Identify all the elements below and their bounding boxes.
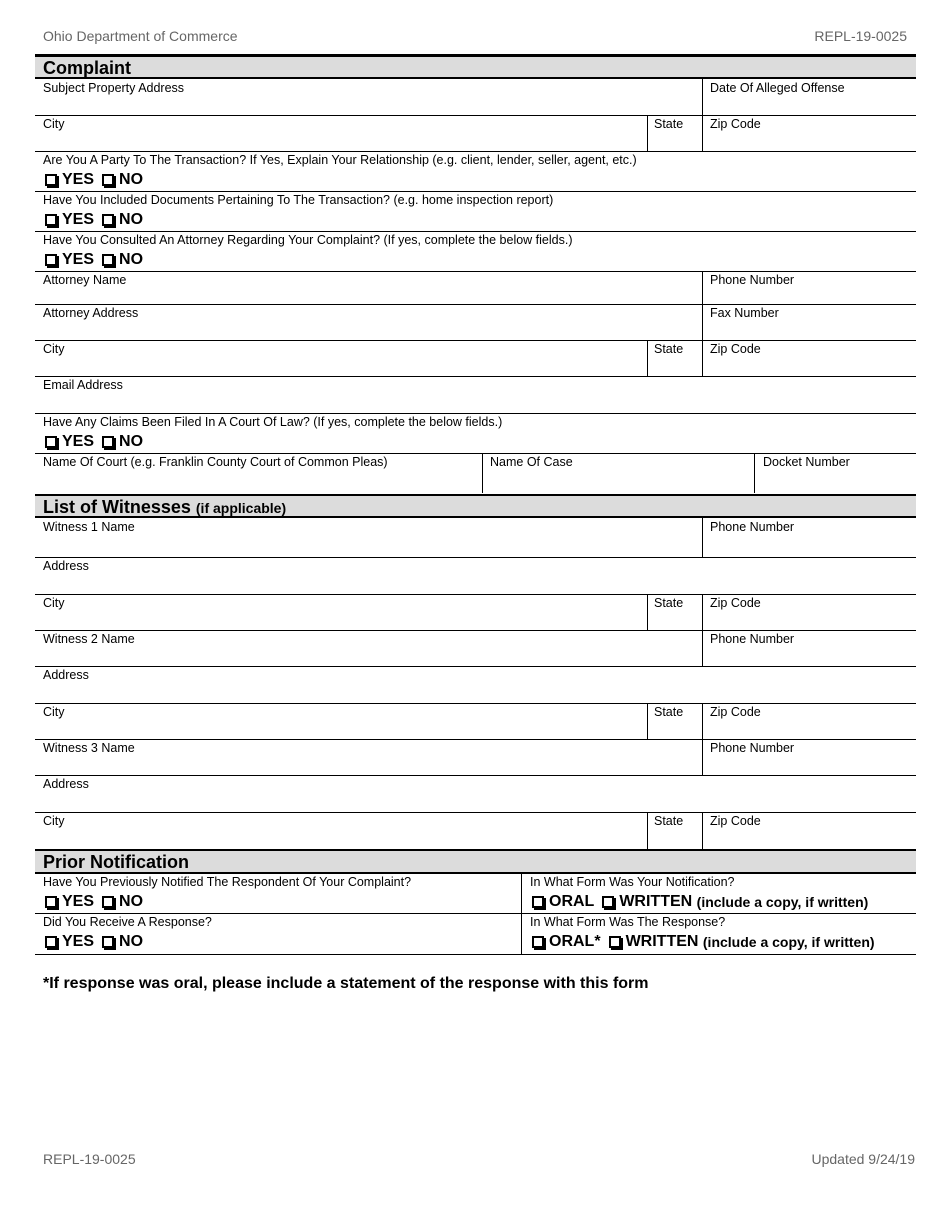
- question-notified: Have You Previously Notified The Respondent Of Your Complaint?: [43, 875, 412, 889]
- no-label: NO: [119, 211, 144, 228]
- oral-response-note: *If response was oral, please include a statement of the response with this form: [43, 975, 649, 992]
- attorney-zip-field[interactable]: Zip Code: [710, 342, 761, 356]
- notification-form-options: [532, 893, 868, 911]
- name-of-case-field[interactable]: Name Of Case: [490, 455, 573, 469]
- divider: [647, 703, 648, 739]
- witness2-name-field[interactable]: Witness 2 Name: [43, 632, 135, 646]
- row-divider: [35, 913, 916, 914]
- form-code-header: REPL-19-0025: [814, 28, 907, 44]
- yes-label: YES: [62, 433, 95, 450]
- question-documents: Have You Included Documents Pertaining To The Transaction? (e.g. home inspection report): [43, 193, 554, 207]
- divider: [702, 79, 703, 115]
- witness2-phone-field[interactable]: Phone Number: [710, 632, 795, 646]
- row-divider: [35, 340, 916, 341]
- witness3-city-field[interactable]: City: [43, 814, 65, 828]
- attorney-phone-field[interactable]: Phone Number: [710, 273, 795, 287]
- party-yes-checkbox[interactable]: [45, 174, 57, 186]
- row-divider: [35, 812, 916, 813]
- claims-no-checkbox[interactable]: [102, 436, 114, 448]
- claims-yes-checkbox[interactable]: [45, 436, 57, 448]
- row-divider: [35, 739, 916, 740]
- section-complaint: [35, 57, 916, 79]
- witness1-zip-field[interactable]: Zip Code: [710, 596, 761, 610]
- divider: [702, 518, 703, 557]
- attorney-name-field[interactable]: Attorney Name: [43, 273, 127, 287]
- no-label: NO: [119, 893, 144, 910]
- notification-written-checkbox[interactable]: [602, 896, 614, 908]
- row-divider: [35, 115, 916, 116]
- response-written-checkbox[interactable]: [609, 936, 621, 948]
- party-no-checkbox[interactable]: [102, 174, 114, 186]
- no-label: NO: [119, 433, 144, 450]
- claims-options: [45, 433, 143, 451]
- attorney-city-field[interactable]: City: [43, 342, 65, 356]
- witness1-city-field[interactable]: City: [43, 596, 65, 610]
- witness2-address-field[interactable]: Address: [43, 668, 89, 682]
- attorney-address-field[interactable]: Attorney Address: [43, 306, 139, 320]
- zip-field[interactable]: Zip Code: [710, 117, 761, 131]
- divider: [647, 340, 648, 376]
- yes-label: YES: [62, 933, 95, 950]
- question-claims: Have Any Claims Been Filed In A Court Of Law? (If yes, complete the below fields.): [43, 415, 503, 429]
- yes-label: YES: [62, 211, 95, 228]
- notified-options: [45, 893, 143, 911]
- witness2-zip-field[interactable]: Zip Code: [710, 705, 761, 719]
- divider: [647, 812, 648, 849]
- witness2-state-field[interactable]: State: [654, 705, 684, 719]
- section-prior-notification: [35, 849, 916, 874]
- divider: [702, 340, 703, 376]
- row-divider: [35, 304, 916, 305]
- name-of-court-field[interactable]: Name Of Court (e.g. Franklin County Court of Common Pleas): [43, 455, 388, 469]
- question-party: Are You A Party To The Transaction? If Yes, Explain Your Relationship (e.g. client, lender, seller, agent, etc.): [43, 153, 637, 167]
- divider: [702, 739, 703, 775]
- row-divider: [35, 630, 916, 631]
- attorney-no-checkbox[interactable]: [102, 254, 114, 266]
- updated-date: Updated 9/24/19: [811, 1151, 915, 1167]
- question-attorney: Have You Consulted An Attorney Regarding Your Complaint? (If yes, complete the below fields.): [43, 233, 573, 247]
- witness3-state-field[interactable]: State: [654, 814, 684, 828]
- documents-options: [45, 211, 143, 229]
- notified-no-checkbox[interactable]: [102, 896, 114, 908]
- divider: [702, 703, 703, 739]
- state-field[interactable]: State: [654, 117, 684, 131]
- witness1-address-field[interactable]: Address: [43, 559, 89, 573]
- divider: [702, 304, 703, 340]
- divider: [482, 453, 483, 493]
- divider: [702, 594, 703, 630]
- documents-no-checkbox[interactable]: [102, 214, 114, 226]
- witness3-address-field[interactable]: Address: [43, 777, 89, 791]
- question-response: Did You Receive A Response?: [43, 915, 212, 929]
- party-options: [45, 171, 143, 189]
- witness1-state-field[interactable]: State: [654, 596, 684, 610]
- divider: [702, 812, 703, 849]
- written-label: WRITTEN: [625, 933, 699, 950]
- no-label: NO: [119, 171, 144, 188]
- yes-label: YES: [62, 893, 95, 910]
- form-code-footer: REPL-19-0025: [43, 1151, 136, 1167]
- no-label: NO: [119, 933, 144, 950]
- witnesses-title: List of Witnesses: [43, 497, 191, 517]
- yes-label: YES: [62, 251, 95, 268]
- no-label: NO: [119, 251, 144, 268]
- row-divider: [35, 453, 916, 454]
- witness1-name-field[interactable]: Witness 1 Name: [43, 520, 135, 534]
- row-divider: [35, 557, 916, 558]
- section-title: Prior Notification: [43, 852, 190, 872]
- response-yes-checkbox[interactable]: [45, 936, 57, 948]
- attorney-fax-field[interactable]: Fax Number: [710, 306, 779, 320]
- witness3-zip-field[interactable]: Zip Code: [710, 814, 761, 828]
- docket-number-field[interactable]: Docket Number: [763, 455, 850, 469]
- date-of-offense-field[interactable]: Date Of Alleged Offense: [710, 81, 845, 95]
- oral-star-label: ORAL*: [549, 933, 601, 950]
- section-title: Complaint: [43, 58, 131, 78]
- witness3-phone-field[interactable]: Phone Number: [710, 741, 795, 755]
- row-divider: [35, 594, 916, 595]
- written-note: (include a copy, if written): [702, 934, 875, 950]
- row-divider: [35, 151, 916, 152]
- divider: [702, 271, 703, 304]
- row-divider: [35, 376, 916, 377]
- witness3-name-field[interactable]: Witness 3 Name: [43, 741, 135, 755]
- witness1-phone-field[interactable]: Phone Number: [710, 520, 795, 534]
- email-address-field[interactable]: Email Address: [43, 378, 123, 392]
- row-divider: [35, 666, 916, 667]
- agency-name: Ohio Department of Commerce: [43, 28, 238, 44]
- witness2-city-field[interactable]: City: [43, 705, 65, 719]
- row-divider: [35, 191, 916, 192]
- divider: [702, 630, 703, 666]
- row-divider: [35, 775, 916, 776]
- attorney-state-field[interactable]: State: [654, 342, 684, 356]
- city-field[interactable]: City: [43, 117, 65, 131]
- yes-label: YES: [62, 171, 95, 188]
- section-witnesses: [35, 494, 916, 518]
- written-label: WRITTEN: [619, 893, 693, 910]
- divider: [702, 115, 703, 151]
- divider: [521, 874, 522, 954]
- divider: [754, 453, 755, 493]
- oral-label: ORAL: [549, 893, 595, 910]
- attorney-options: [45, 251, 143, 269]
- row-divider: [35, 703, 916, 704]
- attorney-yes-checkbox[interactable]: [45, 254, 57, 266]
- row-divider: [35, 271, 916, 272]
- row-divider: [35, 231, 916, 232]
- response-no-checkbox[interactable]: [102, 936, 114, 948]
- row-divider: [35, 413, 916, 414]
- notified-yes-checkbox[interactable]: [45, 896, 57, 908]
- row-divider: [35, 954, 916, 955]
- divider: [647, 594, 648, 630]
- subject-property-address-field[interactable]: Subject Property Address: [43, 81, 185, 95]
- question-form-response: In What Form Was The Response?: [530, 915, 726, 929]
- question-form-notification: In What Form Was Your Notification?: [530, 875, 735, 889]
- divider: [647, 115, 648, 151]
- witnesses-subtitle: (if applicable): [195, 500, 287, 516]
- response-options: [45, 933, 143, 951]
- documents-yes-checkbox[interactable]: [45, 214, 57, 226]
- notification-oral-checkbox[interactable]: [532, 896, 544, 908]
- written-note: (include a copy, if written): [696, 894, 869, 910]
- response-oral-checkbox[interactable]: [532, 936, 544, 948]
- response-form-options: [532, 933, 875, 951]
- section-title: [43, 497, 286, 518]
